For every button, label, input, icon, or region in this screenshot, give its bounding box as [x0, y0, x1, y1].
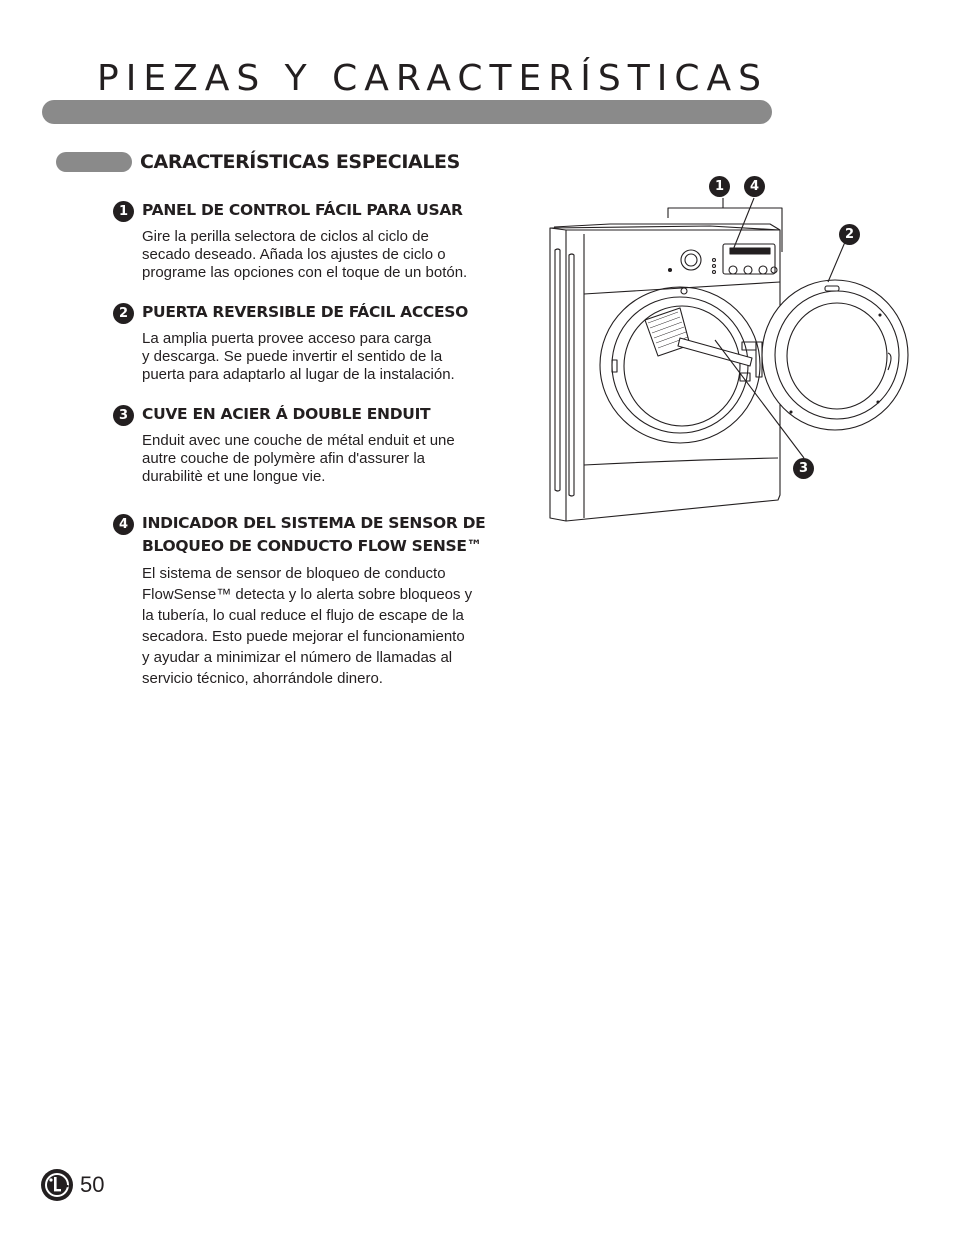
feature-number: 4 [113, 514, 134, 535]
dryer-illustration [540, 170, 910, 530]
lg-logo-icon [40, 1168, 74, 1202]
feature-title: PANEL DE CONTROL FÁCIL PARA USAR [142, 201, 463, 219]
feature-number: 2 [113, 303, 134, 324]
callout-2: 2 [839, 224, 860, 245]
feature-description: Enduit avec une couche de métal enduit et une autre couche de polymère afin d'assurer la durabilitè et une longue vie. [142, 432, 455, 485]
title-bar [42, 100, 772, 124]
feature-description: Gire la perilla selectora de ciclos al ciclo de secado deseado. Añada los ajustes de ciclo o programe las opciones con el toque de un botón. [142, 228, 468, 281]
feature-number: 1 [113, 201, 134, 222]
section-pill [56, 152, 132, 172]
section-heading: CARACTERÍSTICAS ESPECIALES [140, 151, 460, 173]
feature-flow-sense [113, 512, 503, 689]
page-title: PIEZAS Y CARACTERÍSTICAS [97, 58, 768, 99]
feature-reversible-door [113, 301, 503, 384]
feature-number: 3 [113, 405, 134, 426]
callout-3: 3 [793, 458, 814, 479]
feature-description: La amplia puerta provee acceso para carga y descarga. Se puede invertir el sentido de la puerta para adaptarlo al lugar de la instalación. [142, 330, 455, 383]
feature-title: PUERTA REVERSIBLE DE FÁCIL ACCESO [142, 303, 469, 321]
feature-control-panel [113, 199, 503, 282]
dryer-drawing [540, 170, 910, 530]
feature-title: INDICADOR DEL SISTEMA DE SENSOR DE BLOQUEO DE CONDUCTO FLOW SENSE™ [142, 514, 486, 555]
feature-drum [113, 403, 503, 486]
callout-4: 4 [744, 176, 765, 197]
callout-1: 1 [709, 176, 730, 197]
feature-title: CUVE EN ACIER Á DOUBLE ENDUIT [142, 405, 431, 423]
page-number: 50 [80, 1172, 105, 1197]
feature-description: El sistema de sensor de bloqueo de conducto FlowSense™ detecta y lo alerta sobre bloqueos y la tubería, lo cual reduce el flujo de escape de la secadora. Esto puede mejorar el funcionamiento y ayudar a minimizar el número de llamadas al servicio técnico, ahorrándole dinero. [142, 565, 473, 687]
